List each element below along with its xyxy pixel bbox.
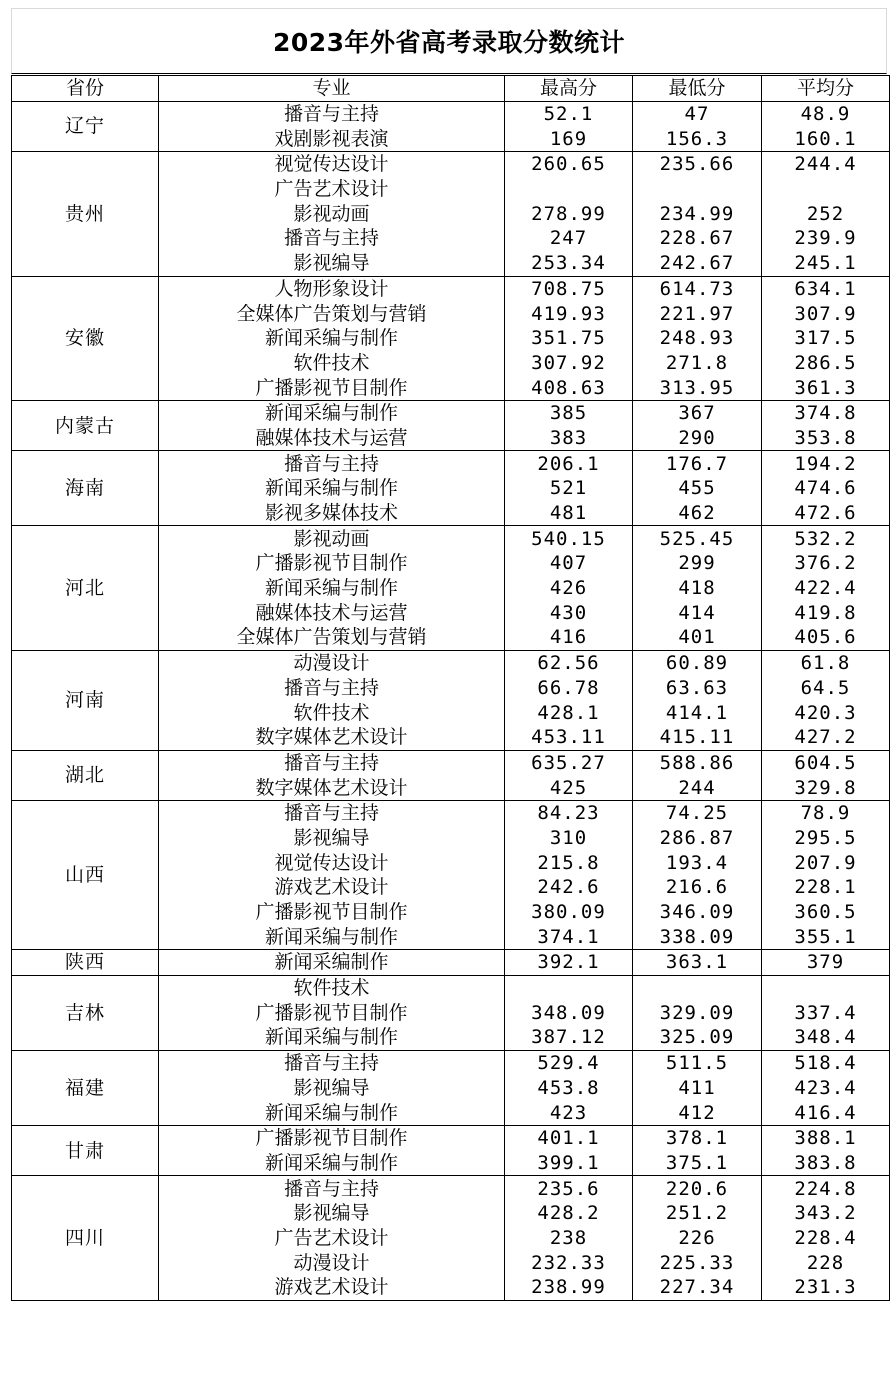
avg-score-cell: 405.6 xyxy=(762,625,890,650)
max-score-cell xyxy=(505,975,633,1000)
table-row xyxy=(12,800,890,825)
max-score-cell: 307.92 xyxy=(505,351,633,376)
max-score-cell: 351.75 xyxy=(505,326,633,351)
avg-score-cell: 64.5 xyxy=(762,676,890,701)
province-cell: 山西 xyxy=(12,800,159,949)
major-cell: 播音与主持 xyxy=(159,451,505,476)
major-cell: 新闻采编与制作 xyxy=(159,400,505,425)
province-cell: 海南 xyxy=(12,451,159,526)
major-cell: 播音与主持 xyxy=(159,750,505,775)
province-cell: 吉林 xyxy=(12,975,159,1050)
max-score-cell: 529.4 xyxy=(505,1050,633,1075)
province-cell: 安徽 xyxy=(12,276,159,400)
table-row xyxy=(12,400,890,425)
major-cell: 广告艺术设计 xyxy=(159,1226,505,1251)
avg-score-cell: 194.2 xyxy=(762,451,890,476)
avg-score-cell: 317.5 xyxy=(762,326,890,351)
avg-score-cell: 422.4 xyxy=(762,576,890,601)
max-score-cell: 206.1 xyxy=(505,451,633,476)
avg-score-cell: 228.4 xyxy=(762,1226,890,1251)
table-row xyxy=(12,101,890,126)
major-cell: 广告艺术设计 xyxy=(159,177,505,202)
header-min-score: 最低分 xyxy=(633,76,762,102)
avg-score-cell: 361.3 xyxy=(762,375,890,400)
avg-score-cell: 472.6 xyxy=(762,501,890,526)
max-score-cell: 416 xyxy=(505,625,633,650)
max-score-cell: 708.75 xyxy=(505,276,633,301)
avg-score-cell: 360.5 xyxy=(762,900,890,925)
max-score-cell: 521 xyxy=(505,476,633,501)
max-score-cell: 428.1 xyxy=(505,700,633,725)
min-score-cell: 418 xyxy=(633,576,762,601)
min-score-cell: 251.2 xyxy=(633,1201,762,1226)
avg-score-cell xyxy=(762,975,890,1000)
avg-score-cell: 295.5 xyxy=(762,826,890,851)
avg-score-cell: 329.8 xyxy=(762,775,890,800)
avg-score-cell: 353.8 xyxy=(762,426,890,451)
min-score-cell: 235.66 xyxy=(633,152,762,177)
avg-score-cell: 286.5 xyxy=(762,351,890,376)
min-score-cell: 462 xyxy=(633,501,762,526)
min-score-cell: 614.73 xyxy=(633,276,762,301)
avg-score-cell: 420.3 xyxy=(762,700,890,725)
title-bar xyxy=(11,8,887,74)
province-cell: 内蒙古 xyxy=(12,400,159,450)
table-row xyxy=(12,975,890,1000)
header-max-score: 最高分 xyxy=(505,76,633,102)
header-major: 专业 xyxy=(159,76,505,102)
max-score-cell: 238 xyxy=(505,1226,633,1251)
min-score-cell: 216.6 xyxy=(633,875,762,900)
table-body xyxy=(12,101,890,1300)
min-score-cell: 346.09 xyxy=(633,900,762,925)
min-score-cell: 248.93 xyxy=(633,326,762,351)
min-score-cell: 329.09 xyxy=(633,1000,762,1025)
avg-score-cell: 228 xyxy=(762,1250,890,1275)
avg-score-cell: 388.1 xyxy=(762,1125,890,1150)
min-score-cell: 313.95 xyxy=(633,375,762,400)
max-score-cell: 419.93 xyxy=(505,301,633,326)
min-score-cell: 290 xyxy=(633,426,762,451)
max-score-cell: 310 xyxy=(505,826,633,851)
max-score-cell: 232.33 xyxy=(505,1250,633,1275)
major-cell: 广播影视节目制作 xyxy=(159,900,505,925)
avg-score-cell: 245.1 xyxy=(762,251,890,276)
major-cell: 影视动画 xyxy=(159,526,505,551)
province-cell: 贵州 xyxy=(12,152,159,276)
major-cell: 播音与主持 xyxy=(159,101,505,126)
avg-score-cell: 207.9 xyxy=(762,850,890,875)
avg-score-cell: 376.2 xyxy=(762,551,890,576)
min-score-cell: 286.87 xyxy=(633,826,762,851)
max-score-cell: 348.09 xyxy=(505,1000,633,1025)
avg-score-cell: 427.2 xyxy=(762,725,890,750)
min-score-cell: 415.11 xyxy=(633,725,762,750)
min-score-cell: 414 xyxy=(633,600,762,625)
min-score-cell: 227.34 xyxy=(633,1275,762,1300)
min-score-cell: 244 xyxy=(633,775,762,800)
avg-score-cell: 634.1 xyxy=(762,276,890,301)
avg-score-cell: 252 xyxy=(762,201,890,226)
min-score-cell: 588.86 xyxy=(633,750,762,775)
major-cell: 新闻采编与制作 xyxy=(159,326,505,351)
major-cell: 广播影视节目制作 xyxy=(159,375,505,400)
max-score-cell: 383 xyxy=(505,426,633,451)
min-score-cell: 271.8 xyxy=(633,351,762,376)
avg-score-cell: 244.4 xyxy=(762,152,890,177)
max-score-cell: 401.1 xyxy=(505,1125,633,1150)
max-score-cell: 453.8 xyxy=(505,1076,633,1101)
province-cell: 河北 xyxy=(12,526,159,650)
major-cell: 游戏艺术设计 xyxy=(159,875,505,900)
avg-score-cell: 348.4 xyxy=(762,1025,890,1050)
province-cell: 四川 xyxy=(12,1176,159,1300)
max-score-cell xyxy=(505,177,633,202)
min-score-cell: 156.3 xyxy=(633,126,762,151)
max-score-cell: 408.63 xyxy=(505,375,633,400)
avg-score-cell: 228.1 xyxy=(762,875,890,900)
max-score-cell: 84.23 xyxy=(505,800,633,825)
major-cell: 影视编导 xyxy=(159,1201,505,1226)
min-score-cell: 226 xyxy=(633,1226,762,1251)
page-title: 2023年外省高考录取分数统计 xyxy=(272,28,626,57)
major-cell: 播音与主持 xyxy=(159,226,505,251)
major-cell: 新闻采编与制作 xyxy=(159,1025,505,1050)
max-score-cell: 278.99 xyxy=(505,201,633,226)
major-cell: 广播影视节目制作 xyxy=(159,1125,505,1150)
avg-score-cell: 48.9 xyxy=(762,101,890,126)
max-score-cell: 430 xyxy=(505,600,633,625)
major-cell: 融媒体技术与运营 xyxy=(159,600,505,625)
min-score-cell: 375.1 xyxy=(633,1151,762,1176)
avg-score-cell: 374.8 xyxy=(762,400,890,425)
province-cell: 湖北 xyxy=(12,750,159,800)
province-cell: 福建 xyxy=(12,1050,159,1125)
avg-score-cell: 337.4 xyxy=(762,1000,890,1025)
major-cell: 全媒体广告策划与营销 xyxy=(159,301,505,326)
major-cell: 新闻采编与制作 xyxy=(159,476,505,501)
major-cell: 新闻采编与制作 xyxy=(159,1100,505,1125)
min-score-cell: 525.45 xyxy=(633,526,762,551)
table-row xyxy=(12,152,890,177)
avg-score-cell: 224.8 xyxy=(762,1176,890,1201)
min-score-cell: 455 xyxy=(633,476,762,501)
major-cell: 游戏艺术设计 xyxy=(159,1275,505,1300)
max-score-cell: 66.78 xyxy=(505,676,633,701)
province-cell: 辽宁 xyxy=(12,101,159,151)
major-cell: 影视编导 xyxy=(159,826,505,851)
major-cell: 影视编导 xyxy=(159,1076,505,1101)
min-score-cell: 378.1 xyxy=(633,1125,762,1150)
table-row xyxy=(12,650,890,675)
min-score-cell: 401 xyxy=(633,625,762,650)
min-score-cell: 228.67 xyxy=(633,226,762,251)
major-cell: 播音与主持 xyxy=(159,1176,505,1201)
max-score-cell: 247 xyxy=(505,226,633,251)
max-score-cell: 392.1 xyxy=(505,950,633,976)
major-cell: 视觉传达设计 xyxy=(159,850,505,875)
avg-score-cell: 379 xyxy=(762,950,890,976)
avg-score-cell: 474.6 xyxy=(762,476,890,501)
max-score-cell: 385 xyxy=(505,400,633,425)
major-cell: 数字媒体艺术设计 xyxy=(159,775,505,800)
major-cell: 影视多媒体技术 xyxy=(159,501,505,526)
avg-score-cell: 416.4 xyxy=(762,1100,890,1125)
major-cell: 软件技术 xyxy=(159,351,505,376)
major-cell: 广播影视节目制作 xyxy=(159,551,505,576)
avg-score-cell: 518.4 xyxy=(762,1050,890,1075)
max-score-cell: 215.8 xyxy=(505,850,633,875)
province-cell: 陕西 xyxy=(12,950,159,976)
max-score-cell: 380.09 xyxy=(505,900,633,925)
min-score-cell: 74.25 xyxy=(633,800,762,825)
major-cell: 影视动画 xyxy=(159,201,505,226)
major-cell: 广播影视节目制作 xyxy=(159,1000,505,1025)
max-score-cell: 169 xyxy=(505,126,633,151)
table-row xyxy=(12,1125,890,1150)
min-score-cell: 511.5 xyxy=(633,1050,762,1075)
avg-score-cell: 231.3 xyxy=(762,1275,890,1300)
major-cell: 人物形象设计 xyxy=(159,276,505,301)
table-row xyxy=(12,526,890,551)
header-row xyxy=(12,76,890,102)
table-row xyxy=(12,451,890,476)
min-score-cell: 221.97 xyxy=(633,301,762,326)
table-row xyxy=(12,276,890,301)
avg-score-cell: 61.8 xyxy=(762,650,890,675)
max-score-cell: 635.27 xyxy=(505,750,633,775)
max-score-cell: 235.6 xyxy=(505,1176,633,1201)
max-score-cell: 407 xyxy=(505,551,633,576)
header-province: 省份 xyxy=(12,76,159,102)
major-cell: 软件技术 xyxy=(159,975,505,1000)
major-cell: 动漫设计 xyxy=(159,650,505,675)
major-cell: 新闻采编与制作 xyxy=(159,576,505,601)
min-score-cell: 234.99 xyxy=(633,201,762,226)
max-score-cell: 426 xyxy=(505,576,633,601)
min-score-cell: 338.09 xyxy=(633,924,762,949)
table-row xyxy=(12,1176,890,1201)
max-score-cell: 260.65 xyxy=(505,152,633,177)
max-score-cell: 425 xyxy=(505,775,633,800)
major-cell: 软件技术 xyxy=(159,700,505,725)
avg-score-cell: 423.4 xyxy=(762,1076,890,1101)
max-score-cell: 453.11 xyxy=(505,725,633,750)
max-score-cell: 52.1 xyxy=(505,101,633,126)
min-score-cell: 363.1 xyxy=(633,950,762,976)
max-score-cell: 540.15 xyxy=(505,526,633,551)
max-score-cell: 242.6 xyxy=(505,875,633,900)
min-score-cell: 225.33 xyxy=(633,1250,762,1275)
major-cell: 播音与主持 xyxy=(159,676,505,701)
avg-score-cell: 239.9 xyxy=(762,226,890,251)
min-score-cell: 242.67 xyxy=(633,251,762,276)
score-table xyxy=(11,75,890,1301)
major-cell: 新闻采编与制作 xyxy=(159,1151,505,1176)
avg-score-cell: 532.2 xyxy=(762,526,890,551)
avg-score-cell: 604.5 xyxy=(762,750,890,775)
avg-score-cell: 383.8 xyxy=(762,1151,890,1176)
major-cell: 全媒体广告策划与营销 xyxy=(159,625,505,650)
header-avg-score: 平均分 xyxy=(762,76,890,102)
max-score-cell: 253.34 xyxy=(505,251,633,276)
avg-score-cell: 419.8 xyxy=(762,600,890,625)
province-cell: 河南 xyxy=(12,650,159,750)
min-score-cell: 220.6 xyxy=(633,1176,762,1201)
major-cell: 播音与主持 xyxy=(159,800,505,825)
min-score-cell: 299 xyxy=(633,551,762,576)
min-score-cell: 63.63 xyxy=(633,676,762,701)
min-score-cell: 414.1 xyxy=(633,700,762,725)
max-score-cell: 374.1 xyxy=(505,924,633,949)
max-score-cell: 428.2 xyxy=(505,1201,633,1226)
avg-score-cell: 160.1 xyxy=(762,126,890,151)
major-cell: 新闻采编制作 xyxy=(159,950,505,976)
min-score-cell xyxy=(633,975,762,1000)
table-row xyxy=(12,950,890,976)
avg-score-cell: 355.1 xyxy=(762,924,890,949)
major-cell: 新闻采编与制作 xyxy=(159,924,505,949)
table-row xyxy=(12,1050,890,1075)
major-cell: 播音与主持 xyxy=(159,1050,505,1075)
min-score-cell: 176.7 xyxy=(633,451,762,476)
major-cell: 融媒体技术与运营 xyxy=(159,426,505,451)
major-cell: 数字媒体艺术设计 xyxy=(159,725,505,750)
major-cell: 动漫设计 xyxy=(159,1250,505,1275)
min-score-cell: 193.4 xyxy=(633,850,762,875)
min-score-cell: 412 xyxy=(633,1100,762,1125)
avg-score-cell: 307.9 xyxy=(762,301,890,326)
max-score-cell: 238.99 xyxy=(505,1275,633,1300)
max-score-cell: 62.56 xyxy=(505,650,633,675)
avg-score-cell xyxy=(762,177,890,202)
min-score-cell: 411 xyxy=(633,1076,762,1101)
min-score-cell: 47 xyxy=(633,101,762,126)
min-score-cell xyxy=(633,177,762,202)
avg-score-cell: 78.9 xyxy=(762,800,890,825)
max-score-cell: 481 xyxy=(505,501,633,526)
avg-score-cell: 343.2 xyxy=(762,1201,890,1226)
major-cell: 戏剧影视表演 xyxy=(159,126,505,151)
min-score-cell: 325.09 xyxy=(633,1025,762,1050)
min-score-cell: 60.89 xyxy=(633,650,762,675)
min-score-cell: 367 xyxy=(633,400,762,425)
max-score-cell: 399.1 xyxy=(505,1151,633,1176)
max-score-cell: 387.12 xyxy=(505,1025,633,1050)
max-score-cell: 423 xyxy=(505,1100,633,1125)
major-cell: 影视编导 xyxy=(159,251,505,276)
table-row xyxy=(12,750,890,775)
major-cell: 视觉传达设计 xyxy=(159,152,505,177)
province-cell: 甘肃 xyxy=(12,1125,159,1175)
